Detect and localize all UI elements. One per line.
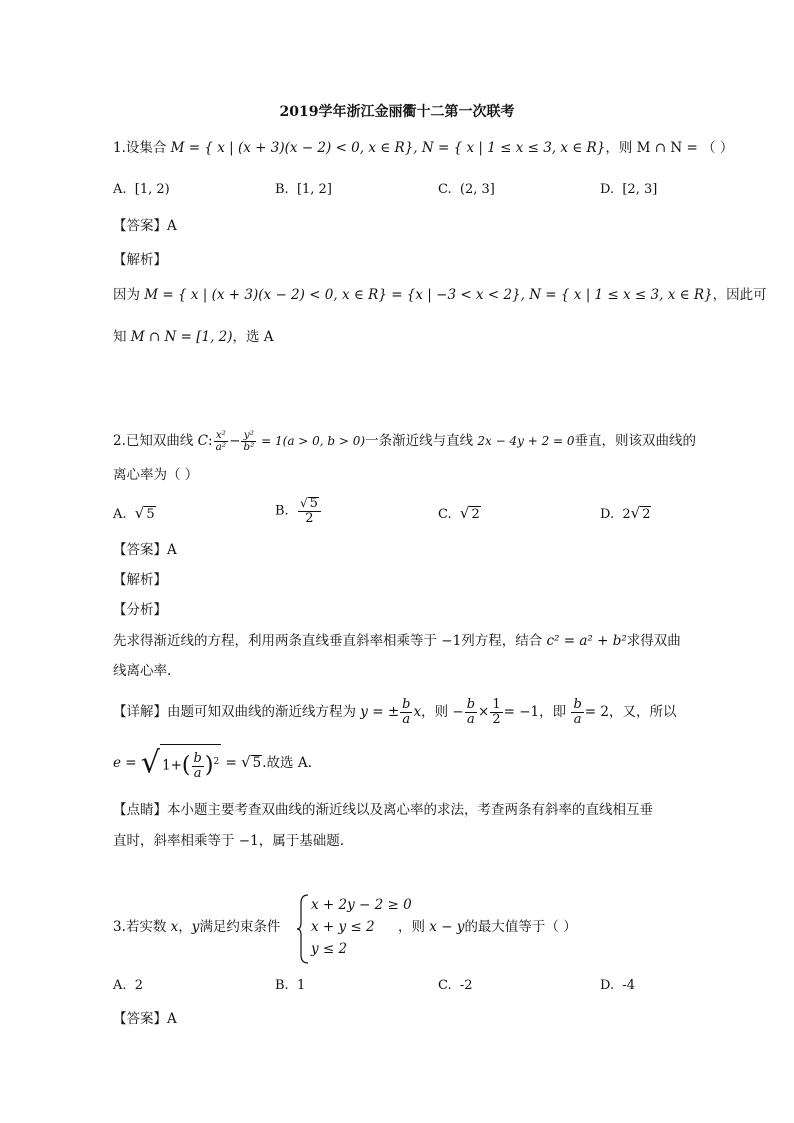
q2-fenxi-heading: 【分析】 bbox=[113, 602, 167, 618]
q3-constraint-1: x + 2y − 2 ≥ 0 bbox=[311, 897, 412, 913]
q2-detail-line-1: 【详解】由题可知双曲线的渐近线方程为 y = ± $\frac{b}{a}$ x，则 − $\frac{b}{a}$ × $\frac{1}{2}$ = −1，即 $\frac{b}{a}$ = 2，又，所以 bbox=[113, 697, 677, 727]
q3-option-a: A. 2 bbox=[113, 978, 144, 993]
page-title: 2019学年浙江金丽衢十二第一次联考 bbox=[279, 104, 515, 120]
q3-option-b: B. 1 bbox=[275, 978, 306, 993]
q2-option-d: D. 2√ 2 bbox=[600, 504, 651, 522]
q2-fenxi-line-1: 先求得渐近线的方程，利用两条直线垂直斜率相乘等于 −1列方程，结合 c² = a² + b²求得双曲 bbox=[113, 633, 681, 649]
q1-analysis-math: M = { x | (x + 3)(x − 2) < 0, x ∈ R} = {x | −3 < x < 2}, N = { x | 1 ≤ x ≤ 3, x ∈ R} bbox=[144, 287, 713, 303]
q3-constraints bbox=[311, 894, 412, 960]
q3-constraint-3: y ≤ 2 bbox=[311, 941, 348, 957]
q2-option-c: C. √ 2 bbox=[438, 504, 480, 522]
question-3-stem-right: ，则 x − y的最大值等于（ ） bbox=[398, 919, 577, 935]
q3-answer: 【答案】A bbox=[113, 1011, 177, 1027]
q1-stem-suffix: ，则 M ∩ N = （ ） bbox=[605, 140, 734, 156]
q3-option-d: D. -4 bbox=[600, 978, 636, 993]
q3-constraint-brace bbox=[296, 893, 310, 965]
q2-frac-y: $\frac{\text{y²}}{\text{b²}}$ bbox=[243, 429, 255, 453]
q2-stem-line-2: 离心率为（ ） bbox=[113, 467, 199, 483]
question-3-stem-left: 3.若实数 x，y满足约束条件 bbox=[113, 919, 281, 935]
q2-option-b: B. $\frac{√ 5}{2}$ bbox=[275, 496, 322, 526]
q1-set-m: M = { x | (x + 3)(x − 2) < 0, x ∈ R} bbox=[170, 140, 414, 156]
q3-constraint-2: x + y ≤ 2 bbox=[311, 919, 375, 935]
q1-analysis-line-2: 知 M ∩ N = [1, 2)，选 A bbox=[113, 329, 274, 345]
q1-option-d: D. [2, 3] bbox=[600, 182, 658, 197]
question-2-stem: 2.已知双曲线 C: $\frac{\text{x²}}{\text{a²}}$ − $\frac{\text{y²}}{\text{b²}}$ = 1(a > 0, b > 0)一条渐近线与直线 2x − 4y + 2 = 0垂直，则该双曲线的 bbox=[113, 429, 697, 453]
q2-analysis-heading: 【解析】 bbox=[113, 572, 167, 588]
q1-answer: 【答案】A bbox=[113, 218, 177, 234]
q1-analysis-line-1: 因为 M = { x | (x + 3)(x − 2) < 0, x ∈ R} = {x | −3 < x < 2}, N = { x | 1 ≤ x ≤ 3, x ∈ R}，因此可 bbox=[113, 287, 767, 303]
q1-stem-prefix: 1.设集合 bbox=[113, 140, 171, 156]
q2-option-a: A. √ 5 bbox=[113, 504, 155, 522]
q2-detail-line-2: e = √ 1+( $\frac{b}{a}$ )$^2$ = √ 5.故选 A. bbox=[113, 742, 312, 784]
q2-fenxi-line-2: 线离心率. bbox=[113, 663, 172, 679]
q1-option-b: B. [1, 2] bbox=[275, 182, 332, 197]
q3-option-c: C. -2 bbox=[438, 978, 473, 993]
q1-set-n: , N = { x | 1 ≤ x ≤ 3, x ∈ R} bbox=[413, 140, 606, 156]
q1-analysis-heading: 【解析】 bbox=[113, 252, 167, 268]
q2-point-line-1: 【点睛】本小题主要考查双曲线的渐近线以及离心率的求法，考查两条有斜率的直线相互垂 bbox=[113, 802, 653, 818]
q2-point-line-2: 直时，斜率相乘等于 −1，属于基础题. bbox=[113, 833, 344, 849]
q1-option-c: C. (2, 3] bbox=[438, 182, 495, 197]
q2-frac-x: $\frac{\text{x²}}{\text{a²}}$ bbox=[215, 429, 227, 453]
q1-option-a: A. [1, 2) bbox=[113, 182, 170, 197]
question-1-stem bbox=[113, 139, 733, 157]
q2-answer: 【答案】A bbox=[113, 542, 177, 558]
